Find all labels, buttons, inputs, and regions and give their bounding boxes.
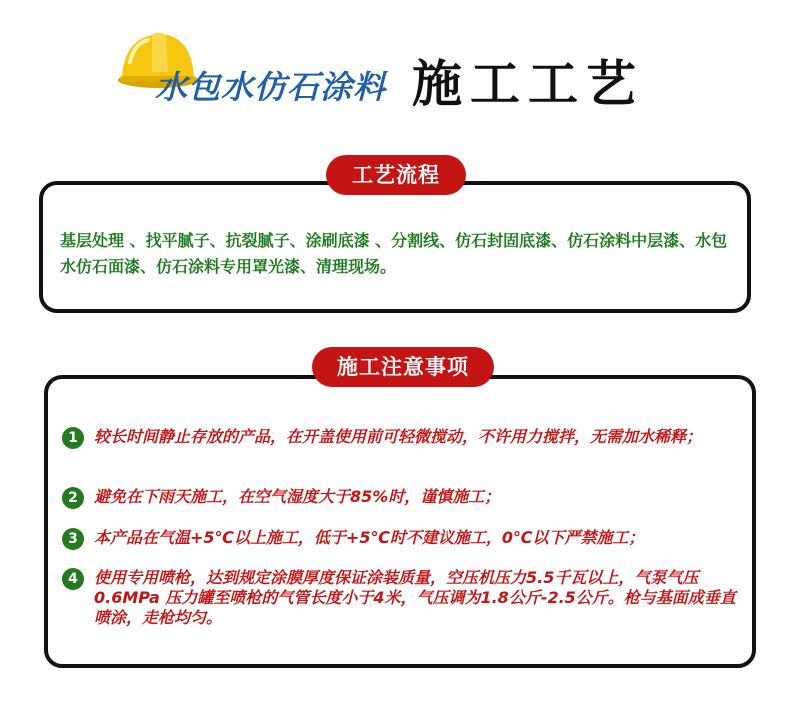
- page-title-construction: 施工工艺: [412, 55, 644, 113]
- notes-heading: 施工注意事项: [312, 347, 494, 387]
- number-badge: 1: [62, 427, 84, 449]
- page-title-product: 水包水仿石涂料: [155, 68, 387, 106]
- number-badge: 2: [62, 487, 84, 509]
- number-badge: 3: [62, 528, 84, 550]
- process-text: 基层处理 、找平腻子、抗裂腻子、涂刷底漆 、分割线、仿石封固底漆、仿石涂料中层漆、水包水仿石面漆、仿石涂料专用罩光漆、清理现场。: [60, 231, 728, 276]
- process-heading: 工艺流程: [326, 155, 466, 195]
- number-badge: 4: [62, 568, 84, 590]
- note-text: 避免在下雨天施工，在空气湿度大于85%时，谨慎施工；: [94, 487, 501, 506]
- note-text: 使用专用喷枪，达到规定涂膜厚度保证涂装质量，空压机压力5.5千瓦以上，气泵气压0.6MPa 压力罐至喷枪的气管长度小于4米，气压调为1.8公斤-2.5公斤。枪与基面成垂直喷涂，走枪均匀。: [94, 568, 736, 627]
- note-text: 本产品在气温+5℃以上施工，低于+5℃时不建议施工，0℃以下严禁施工；: [94, 528, 645, 547]
- note-text: 较长时间静止存放的产品，在开盖使用前可轻微搅动，不许用力搅拌，无需加水稀释；: [94, 427, 703, 446]
- header: [0, 0, 790, 120]
